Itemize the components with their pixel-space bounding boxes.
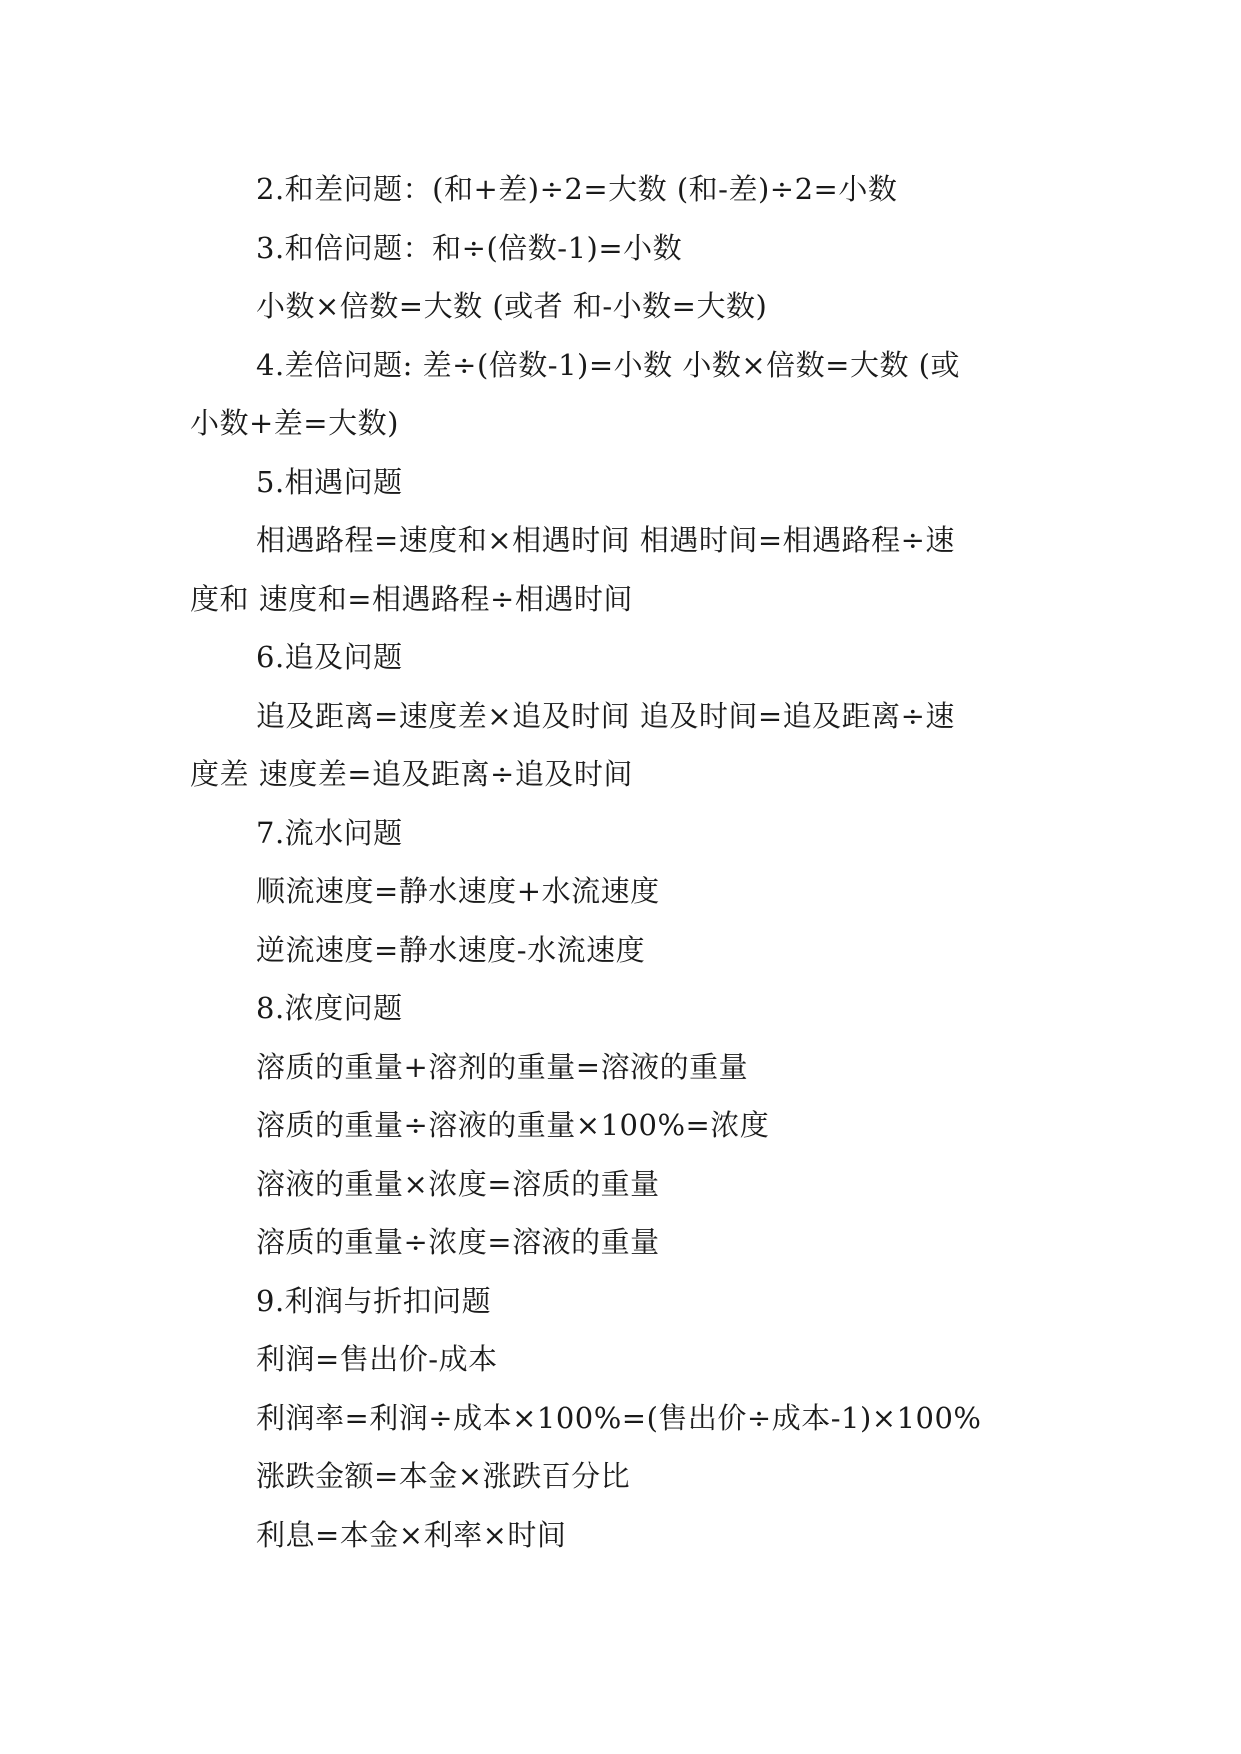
text-line-downstream-speed: 顺流速度=静水速度+水流速度	[256, 874, 660, 908]
document-body	[190, 160, 1060, 1564]
text-line-upstream-speed: 逆流速度=静水速度-水流速度	[256, 932, 646, 967]
text-line-concentration: 溶质的重量÷溶液的重量×100%=浓度	[256, 1108, 770, 1142]
text-line-price-change: 涨跌金额=本金×涨跌百分比	[256, 1459, 631, 1493]
text-line-chase-formula-cont: 度差 速度差=追及距离÷追及时间	[190, 757, 633, 791]
heading-profit-discount-problem: 9.利润与折扣问题	[256, 1283, 492, 1318]
heading-meeting-problem: 5.相遇问题	[256, 464, 403, 499]
text-line-profit: 利润=售出价-成本	[256, 1342, 498, 1376]
heading-flow-problem: 7.流水问题	[256, 815, 403, 850]
text-line-meeting-formula-cont: 度和 速度和=相遇路程÷相遇时间	[190, 581, 633, 616]
text-line-profit-rate: 利润率=利润÷成本×100%=(售出价÷成本-1)×100%	[256, 1400, 982, 1435]
text-line-difference-multiple: 4.差倍问题: 差÷(倍数-1)=小数 小数×倍数=大数 (或	[256, 347, 960, 382]
text-line-chase-formula: 追及距离=速度差×追及时间 追及时间=追及距离÷速	[256, 698, 955, 733]
text-line-solute-weight: 溶液的重量×浓度=溶质的重量	[256, 1166, 660, 1201]
text-line-solution-weight: 溶质的重量+溶剂的重量=溶液的重量	[256, 1049, 749, 1084]
text-line-interest: 利息=本金×利率×时间	[256, 1517, 567, 1552]
text-line-sum-multiple-cont: 小数×倍数=大数 (或者 和-小数=大数)	[256, 289, 768, 323]
text-line-difference-multiple-cont: 小数+差=大数)	[190, 406, 399, 440]
text-line-sum-multiple: 3.和倍问题：和÷(倍数-1)=小数	[256, 230, 683, 265]
heading-concentration-problem: 8.浓度问题	[256, 991, 403, 1025]
text-line-meeting-formula: 相遇路程=速度和×相遇时间 相遇时间=相遇路程÷速	[256, 523, 955, 557]
heading-chase-problem: 6.追及问题	[256, 640, 403, 674]
text-line-solution-from-concentration: 溶质的重量÷浓度=溶液的重量	[256, 1225, 660, 1259]
text-line-sum-difference: 2.和差问题：(和+差)÷2=大数 (和-差)÷2=小数	[256, 172, 898, 206]
